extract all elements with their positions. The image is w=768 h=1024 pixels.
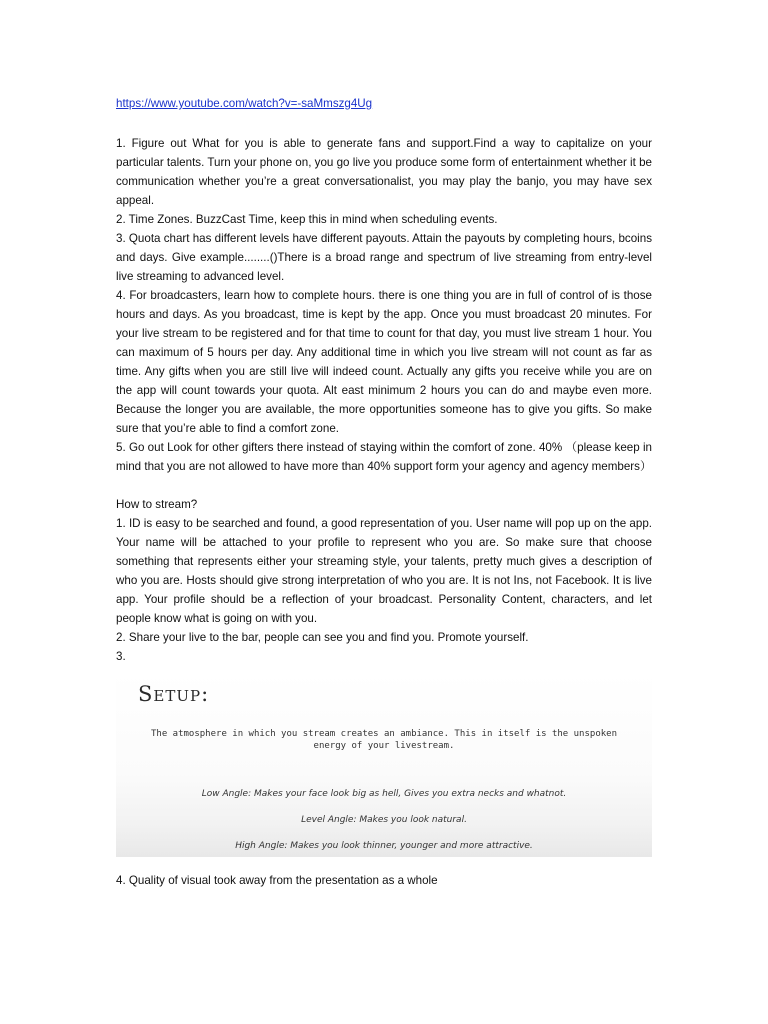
document-page — [116, 96, 652, 890]
setup-low-angle: Low Angle: Makes your face look big as hell, Gives you extra necks and whatnot. — [201, 789, 567, 799]
setup-text-line2: energy of your livestream. — [313, 741, 455, 751]
stream-item-1: 1. ID is easy to be searched and found, a good representation of you. User name will pop up on the app. Your name will be attached to your profile to represent who you are. So make sure that choose something that represents either your streaming style, your talents, pretty much gives a description of who you are. Hosts should give strong interpretation of who you are. It is not Ins, not Facebook. It is live app. Your profile should be a reflection of your broadcast. Personality Content, characters, and let people know what is going on with you. — [116, 517, 652, 625]
list-item-2: 2. Time Zones. BuzzCast Time, keep this in mind when scheduling events. — [116, 213, 498, 226]
list-item-1: 1. Figure out What for you is able to generate fans and support.Find a way to capitalize on your particular talents. Turn your phone on, you go live you produce some form of entertainment whether it be communication whether you’re a great conversationalist, you may play the banjo, you may have sex appeal. — [116, 137, 652, 207]
stream-item-3: 3. — [116, 650, 126, 663]
stream-item-2: 2. Share your live to the bar, people can see you and find you. Promote yourself. — [116, 631, 529, 644]
list-item-5: 5. Go out Look for other gifters there instead of staying within the comfort of zone. 40% （please keep in mind that you are not allowed to have more than 40% support form your agency and agency members） — [116, 441, 652, 473]
youtube-link[interactable]: https://www.youtube.com/watch?v=-saMmszg4Ug — [116, 97, 373, 110]
stream-item-4: 4. Quality of visual took away from the presentation as a whole — [116, 874, 438, 887]
setup-title: Setup: — [138, 682, 210, 706]
list-item-3: 3. Quota chart has different levels have different payouts. Attain the payouts by completing hours, bcoins and days. Give example........()There is a broad range and spectrum of live streaming from entry-level live streaming to advanced level. — [116, 232, 652, 283]
setup-image — [116, 672, 652, 857]
list-item-4: 4. For broadcasters, learn how to complete hours. there is one thing you are in full of control of is those hours and days. As you broadcast, time is kept by the app. Once you must broadcast 20 minutes. For your live stream to be registered and for that time to count for that day, you must live stream 1 hour. You can maximum of 5 hours per day. Any additional time in which you live stream will not count as far as time. Any gifts when you are still live will indeed count. Actually any gifts you receive while you are on the app will count towards your quota. Alt east minimum 2 hours you can do and maybe even more. Because the longer you are available, the more opportunities someone has to give you gifts. So make sure that you’re able to find a comfort zone. — [116, 289, 652, 435]
section-heading: How to stream? — [116, 498, 198, 511]
spacer — [116, 476, 652, 495]
setup-high-angle: High Angle: Makes you look thinner, younger and more attractive. — [235, 841, 533, 851]
setup-level-angle: Level Angle: Makes you look natural. — [301, 815, 467, 825]
setup-text-line1: The atmosphere in which you stream creates an ambiance. This in itself is the unspoken — [151, 729, 617, 739]
